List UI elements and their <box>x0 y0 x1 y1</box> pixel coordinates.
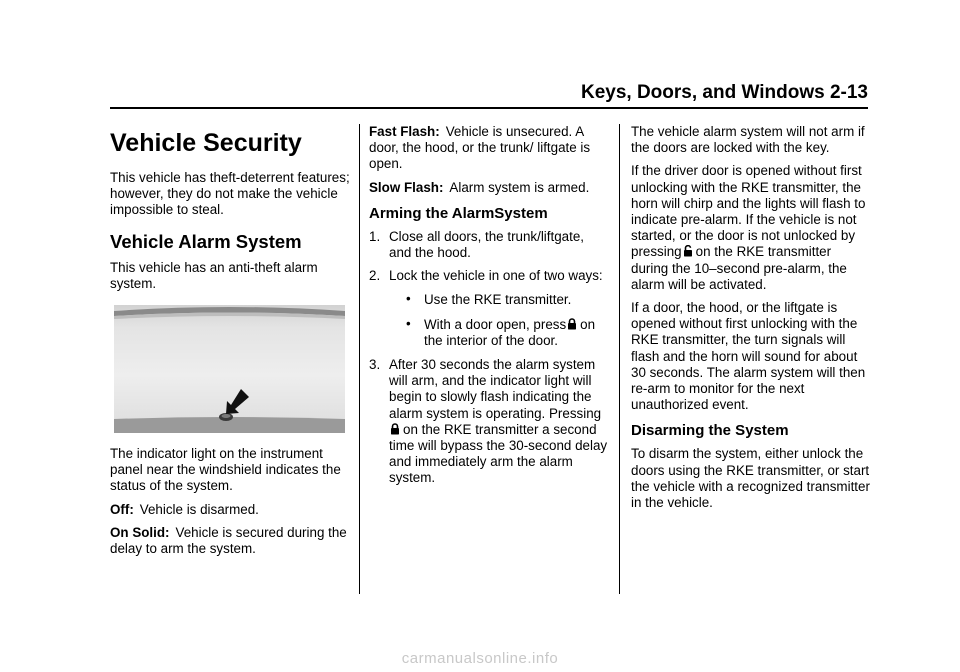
state-solid-text: Vehicle is secured during the delay to arm the system. <box>110 524 347 557</box>
step-text: Close all doors, the trunk/liftgate, and the hood. <box>389 228 585 261</box>
pre-alarm-text-b: on the RKE transmitter during the 10–second pre-alarm, the alarm will be activated. <box>631 244 847 292</box>
column-1 <box>110 124 350 564</box>
section-title: Vehicle Security <box>110 129 302 157</box>
column-divider-2 <box>619 124 620 594</box>
state-solid <box>110 525 350 557</box>
indicator-light-lens <box>222 414 231 418</box>
pre-alarm-text-a: If the driver door is opened without first unlocking with the RKE transmitter, the horn will chirp and the lights will flash to indicate pre-alarm. If the vehicle is not started, or the door is not unlocked by pressing <box>631 163 866 260</box>
indicator-paragraph: The indicator light on the instrument panel near the windshield indicates the status of the system. <box>110 446 341 494</box>
step-number: 3. <box>369 357 381 373</box>
liftgate-paragraph: If a door, the hood, or the liftgate is opened without first unlocking with the RKE transmitter, the turn signals will flash and the horn will sound for about 30 seconds. The alarm system will then re-arm to monitor for the next unauthorized event. <box>631 300 866 413</box>
step-number: 2. <box>369 268 381 284</box>
unlock-icon <box>683 245 693 257</box>
intro-paragraph: This vehicle has theft-deterrent features; however, they do not make the vehicle impossible to steal. <box>110 170 350 218</box>
state-slow-text: Alarm system is armed. <box>449 179 590 195</box>
dashboard-illustration <box>114 305 345 433</box>
lock-icon <box>390 423 400 435</box>
step-text: Lock the vehicle in one of two ways: <box>389 268 603 284</box>
state-slow-label: Slow Flash: <box>369 179 444 195</box>
step-text-b: on the RKE transmitter a second time will bypass the 30-second delay and immediately arm the alarm system. <box>389 421 608 486</box>
state-fast-text: Vehicle is unsecured. A door, the hood, or the trunk/ liftgate is open. <box>369 124 591 172</box>
state-solid-label: On Solid: <box>110 524 170 540</box>
arming-title: Arming the AlarmSystem <box>369 204 548 222</box>
state-off-label: Off: <box>110 501 134 517</box>
state-fast-flash <box>369 124 609 173</box>
subsection-title: Vehicle Alarm System <box>110 230 302 252</box>
lock-icon <box>567 318 577 330</box>
bullet-item <box>369 292 609 308</box>
step-2 <box>369 268 609 284</box>
step-3 <box>369 357 609 487</box>
bullet-item <box>369 317 609 349</box>
pointer-arrow <box>226 389 249 414</box>
state-off-text: Vehicle is disarmed. <box>139 501 259 517</box>
bullet-icon: • <box>406 291 411 307</box>
alarm-paragraph: This vehicle has an anti-theft alarm system. <box>110 259 318 291</box>
step-number: 1. <box>369 228 381 244</box>
column-2 <box>369 124 609 494</box>
state-off <box>110 502 350 518</box>
disarm-paragraph: To disarm the system, either unlock the doors using the RKE transmitter, or start the vehicle with a recognized transmitter in the vehicle. <box>631 446 870 511</box>
pre-alarm-paragraph <box>631 163 871 293</box>
bullet-text-a: With a door open, press <box>424 316 567 332</box>
page-header <box>110 82 868 104</box>
watermark: carmanualsonline.info <box>401 650 559 667</box>
bullet-text: Use the RKE transmitter. <box>424 292 572 308</box>
step-text-a: After 30 seconds the alarm system will arm, and the indicator light will begin to slowly flash indicating the alarm system is operating. Pressing <box>389 357 602 421</box>
bullet-text-b: on the interior of the door. <box>424 316 596 348</box>
column-divider-1 <box>359 124 360 594</box>
state-fast-label: Fast Flash: <box>369 124 440 139</box>
header-rule <box>110 107 868 109</box>
indicator-light-figure <box>114 305 345 433</box>
step-1 <box>369 229 609 261</box>
column-3 <box>631 124 871 518</box>
state-slow-flash <box>369 180 609 196</box>
bullet-icon: • <box>406 315 411 331</box>
header-title: Keys, Doors, and Windows 2-13 <box>580 82 868 103</box>
key-lock-paragraph: The vehicle alarm system will not arm if the doors are locked with the key. <box>631 124 865 156</box>
disarming-title: Disarming the System <box>631 422 789 440</box>
